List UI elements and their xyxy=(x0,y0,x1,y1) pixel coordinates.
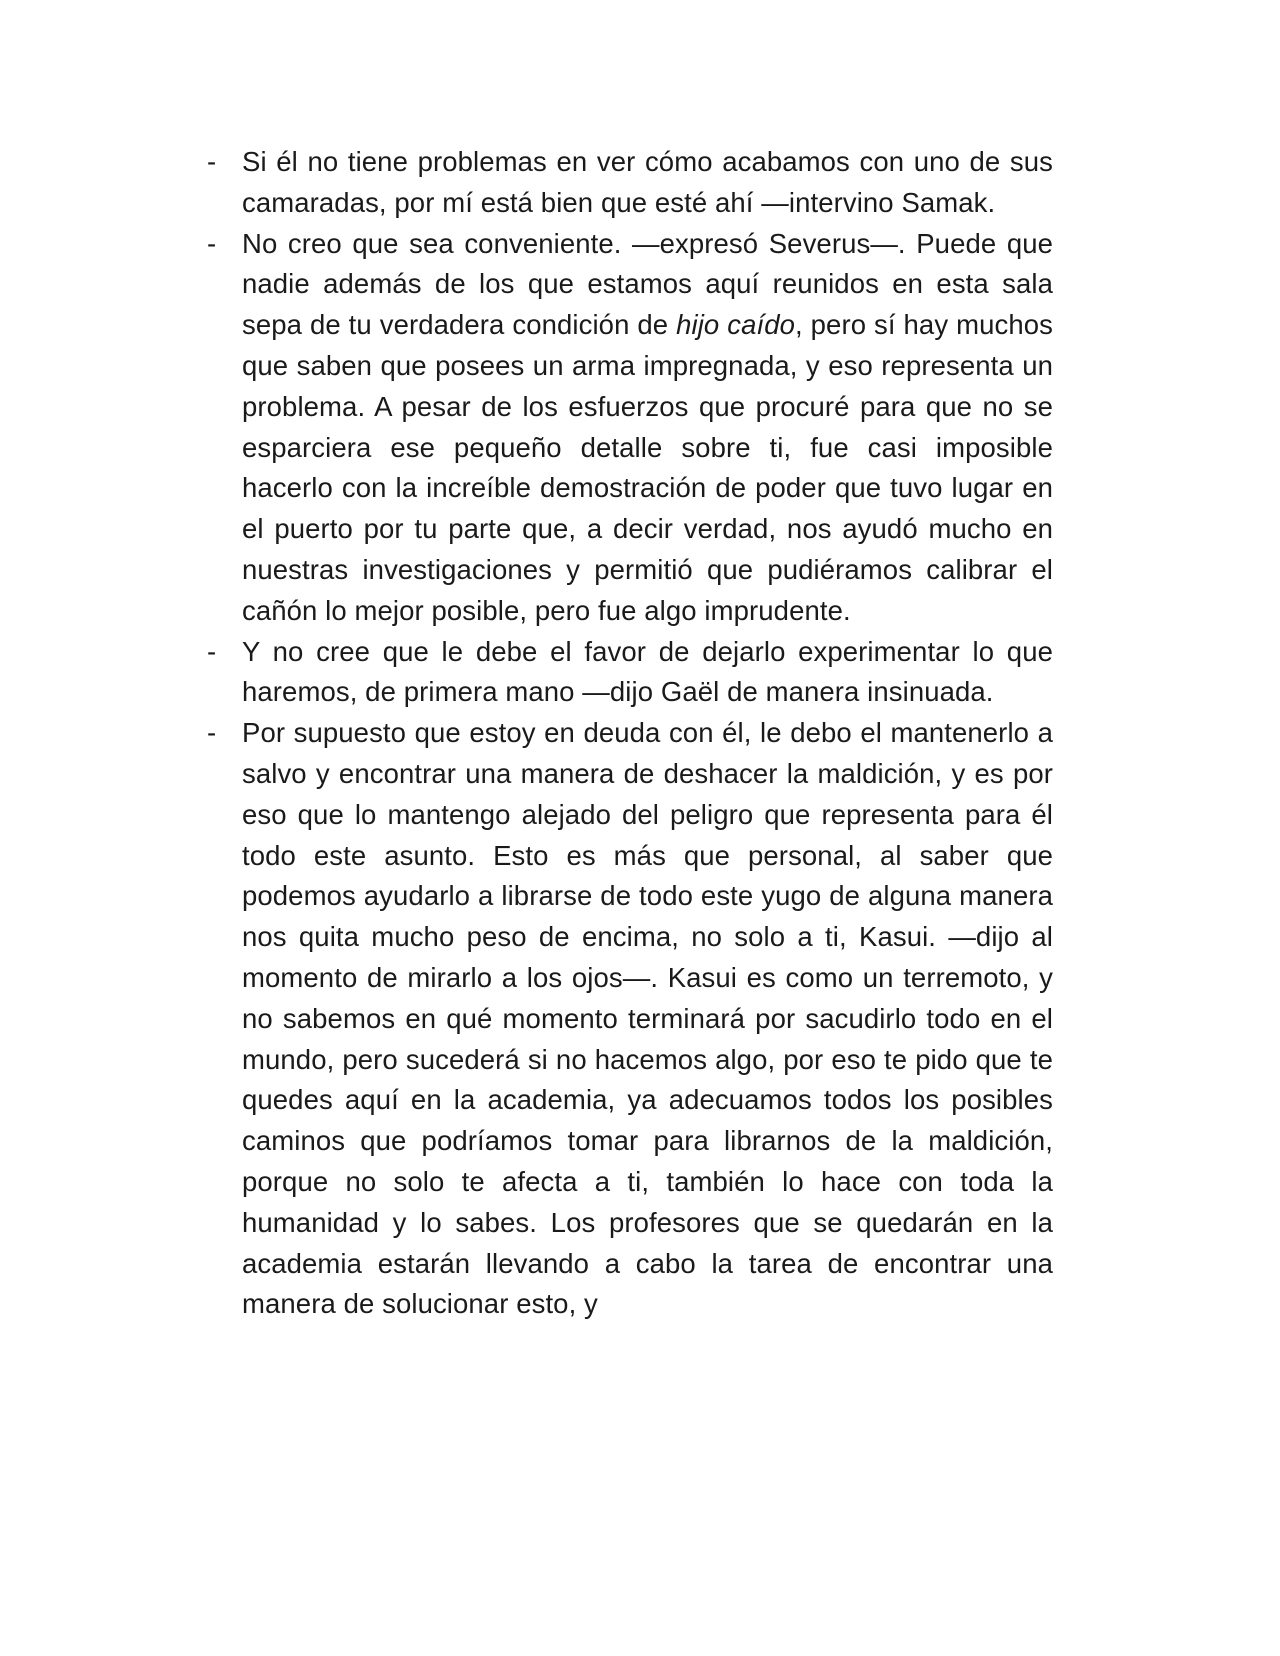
list-dash-marker: - xyxy=(207,717,217,749)
text-run: , pero sí hay muchos que saben que posees un arma impregnada, y eso representa un problema. A pesar de los esfuerzos que procuré para que no se esparciera ese pequeño detalle sobre ti, fue casi imposible hacerlo con la increíble demostración de poder que tuvo lugar en el puerto por tu parte que, a decir verdad, nos ayudó mucho en nuestras investigaciones y permitió que pudiéramos calibrar el cañón lo mejor posible, pero fue algo imprudente. xyxy=(242,309,1053,626)
list-dash-marker: - xyxy=(207,227,217,259)
text-run: Por supuesto que estoy en deuda con él, le debo el mantenerlo a salvo y encontrar una manera de deshacer la maldición, y es por eso que lo mantengo alejado del peligro que representa para él todo este asunto. Esto es más que personal, al saber que podemos ayudarlo a librarse de todo este yugo de alguna manera nos quita mucho peso de encima, no solo a ti, Kasui. —dijo al momento de mirarlo a los ojos—. Kasui es como un terremoto, y no sabemos en qué momento terminará por sacudirlo todo en el mundo, pero sucederá si no hacemos algo, por eso te pido que te quedes aquí en la academia, ya adecuamos todos los posibles caminos que podríamos tomar para librarnos de la maldición, porque no solo te afecta a ti, también lo hace con toda la humanidad y lo sabes. Los profesores que se quedarán en la academia estarán llevando a cabo la tarea de encontrar una manera de solucionar esto, y xyxy=(242,717,1053,1320)
dialogue-paragraph xyxy=(205,224,1053,632)
text-run: No creo que sea conveniente. —expresó Severus—. Puede que nadie además de los que estamos aquí reunidos en esta sala sepa de tu verdadera condición de xyxy=(242,227,1053,341)
list-dash-marker: - xyxy=(207,635,217,667)
text-run: Y no cree que le debe el favor de dejarlo experimentar lo que haremos, de primera mano —dijo Gaël de manera insinuada. xyxy=(242,635,1053,708)
dialogue-paragraph xyxy=(205,632,1053,714)
dialogue-paragraph xyxy=(205,142,1053,224)
italic-text-run: hijo caído xyxy=(676,309,795,341)
dialogue-paragraph xyxy=(205,713,1053,1325)
text-run: Si él no tiene problemas en ver cómo acabamos con uno de sus camaradas, por mí está bien que esté ahí —intervino Samak. xyxy=(242,146,1053,218)
dialogue-list xyxy=(205,142,1053,1325)
list-dash-marker: - xyxy=(207,146,217,177)
